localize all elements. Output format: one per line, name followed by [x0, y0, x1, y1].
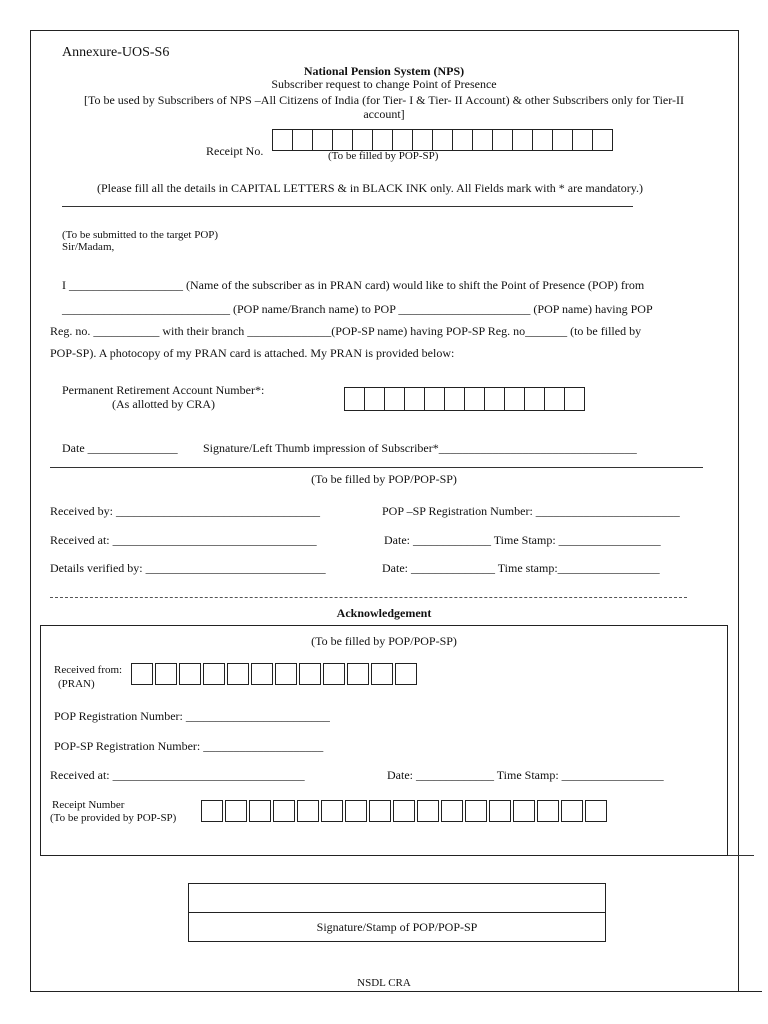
pran-box[interactable]: [484, 387, 505, 411]
pran-label: Permanent Retirement Account Number*:: [62, 383, 265, 397]
letter-line-3: Reg. no. ___________ with their branch ______________(POP-SP name) having POP-SP Reg. no_______ (to be filled by: [50, 324, 642, 338]
ack-pran-box[interactable]: [275, 663, 297, 685]
pran-box[interactable]: [464, 387, 485, 411]
ack-receipt-box[interactable]: [249, 800, 271, 822]
ack-pran-box[interactable]: [203, 663, 225, 685]
receipt-no-box[interactable]: [592, 129, 613, 151]
receipt-no-box[interactable]: [332, 129, 353, 151]
pran-box[interactable]: [404, 387, 425, 411]
receipt-no-box[interactable]: [452, 129, 473, 151]
letter-line-4: POP-SP). A photocopy of my PRAN card is attached. My PRAN is provided below:: [50, 346, 455, 360]
ack-pran-box[interactable]: [251, 663, 273, 685]
form-subtitle: Subscriber request to change Point of Presence: [271, 77, 497, 91]
ack-pran-box[interactable]: [347, 663, 369, 685]
separator-line: [50, 467, 703, 468]
ack-receipt-box[interactable]: [369, 800, 391, 822]
cut-line: [50, 597, 687, 598]
ack-receipt-box[interactable]: [273, 800, 295, 822]
ack-heading: (To be filled by POP/POP-SP): [311, 634, 457, 648]
pop-sp-registration-field[interactable]: POP –SP Registration Number: ________________________: [382, 504, 680, 518]
pran-sublabel: (As allotted by CRA): [112, 397, 215, 411]
ack-receipt-box[interactable]: [465, 800, 487, 822]
receipt-no-box[interactable]: [432, 129, 453, 151]
letter-line-1: I ___________________ (Name of the subscriber as in PRAN card) would like to shift the Point of Presence (POP) from: [62, 278, 645, 292]
ack-receipt-box[interactable]: [201, 800, 223, 822]
footer-text: NSDL CRA: [357, 977, 411, 989]
receipt-no-note: (To be filled by POP-SP): [328, 150, 439, 162]
ack-receipt-box[interactable]: [537, 800, 559, 822]
pran-box[interactable]: [424, 387, 445, 411]
ack-receipt-box[interactable]: [489, 800, 511, 822]
ack-pran-box[interactable]: [323, 663, 345, 685]
subscriber-date[interactable]: Date _______________: [62, 441, 178, 455]
ack-pop-registration-field[interactable]: POP Registration Number: ________________________: [54, 709, 330, 723]
pran-box[interactable]: [444, 387, 465, 411]
ack-pran-box[interactable]: [395, 663, 417, 685]
pran-box[interactable]: [384, 387, 405, 411]
ack-receipt-box[interactable]: [417, 800, 439, 822]
subscriber-signature[interactable]: Signature/Left Thumb impression of Subscriber*_________________________________: [203, 441, 637, 455]
ack-pran-box[interactable]: [179, 663, 201, 685]
signature-stamp-box[interactable]: [188, 883, 606, 942]
letter-line-2: ____________________________ (POP name/Branch name) to POP ______________________ (POP name) having POP: [62, 302, 653, 316]
separator-line: [62, 206, 633, 207]
receipt-no-box[interactable]: [412, 129, 433, 151]
ack-pran-box[interactable]: [131, 663, 153, 685]
usage-note-line2: account]: [363, 107, 405, 121]
pran-tag: (PRAN): [58, 678, 95, 690]
receipt-no-label: Receipt No.: [206, 144, 264, 158]
ack-receipt-box[interactable]: [297, 800, 319, 822]
ack-receipt-box[interactable]: [321, 800, 343, 822]
receipt-no-box[interactable]: [492, 129, 513, 151]
pran-box[interactable]: [564, 387, 585, 411]
receipt-no-box[interactable]: [552, 129, 573, 151]
ack-pran-box[interactable]: [227, 663, 249, 685]
salutation: Sir/Madam,: [62, 241, 115, 253]
pran-box[interactable]: [504, 387, 525, 411]
acknowledgement-title: Acknowledgement: [336, 606, 432, 620]
ack-receipt-box[interactable]: [441, 800, 463, 822]
receipt-no-box[interactable]: [372, 129, 393, 151]
ack-pran-boxes[interactable]: [131, 663, 417, 685]
ack-receipt-box[interactable]: [513, 800, 535, 822]
page-border-right: [738, 30, 739, 992]
ack-date-time-stamp-field[interactable]: Date: _____________ Time Stamp: _________________: [387, 768, 664, 782]
instruction-text: (Please fill all the details in CAPITAL LETTERS & in BLACK INK only. All Fields mark with * are mandatory.): [97, 181, 643, 195]
ack-received-at-field[interactable]: Received at: ________________________________: [50, 768, 305, 782]
ack-pop-sp-registration-field[interactable]: POP-SP Registration Number: ____________________: [54, 739, 324, 753]
receipt-no-box[interactable]: [352, 129, 373, 151]
ack-pran-box[interactable]: [299, 663, 321, 685]
pran-box[interactable]: [544, 387, 565, 411]
ack-receipt-number-label: Receipt Number: [52, 799, 125, 811]
receipt-no-box[interactable]: [532, 129, 553, 151]
annexure-label: Annexure-UOS-S6: [62, 45, 170, 60]
signature-stamp-label: Signature/Stamp of POP/POP-SP: [316, 920, 478, 934]
separator-line: [728, 855, 754, 856]
received-from-label: Received from:: [54, 664, 123, 676]
receipt-no-box[interactable]: [512, 129, 533, 151]
ack-receipt-box[interactable]: [393, 800, 415, 822]
page-border-left: [30, 30, 31, 992]
form-title: National Pension System (NPS): [303, 64, 465, 78]
pran-box[interactable]: [524, 387, 545, 411]
office-use-heading: (To be filled by POP/POP-SP): [311, 472, 457, 486]
verified-date-time-field[interactable]: Date: ______________ Time stamp:_________________: [382, 561, 660, 575]
receipt-no-box[interactable]: [572, 129, 593, 151]
receipt-no-box[interactable]: [392, 129, 413, 151]
receipt-no-box[interactable]: [272, 129, 293, 151]
pran-box[interactable]: [364, 387, 385, 411]
stamp-divider: [189, 912, 605, 913]
receipt-no-box[interactable]: [472, 129, 493, 151]
ack-pran-box[interactable]: [371, 663, 393, 685]
details-verified-by-field[interactable]: Details verified by: ______________________________: [50, 561, 326, 575]
ack-receipt-box[interactable]: [345, 800, 367, 822]
usage-note-line1: [To be used by Subscribers of NPS –All Citizens of India (for Tier- I & Tier- II Account) & other Subscribers only for Tier-II: [83, 93, 685, 107]
page-border-bottom: [30, 991, 762, 992]
ack-receipt-box[interactable]: [561, 800, 583, 822]
date-time-stamp-field[interactable]: Date: _____________ Time Stamp: _________________: [384, 533, 661, 547]
received-by-field[interactable]: Received by: __________________________________: [50, 504, 320, 518]
submit-to-note: (To be submitted to the target POP): [62, 229, 219, 241]
ack-receipt-number-boxes[interactable]: [201, 800, 607, 822]
ack-receipt-number-sub: (To be provided by POP-SP): [50, 812, 177, 824]
ack-receipt-box[interactable]: [585, 800, 607, 822]
receipt-no-box[interactable]: [292, 129, 313, 151]
received-at-field[interactable]: Received at: __________________________________: [50, 533, 317, 547]
ack-receipt-box[interactable]: [225, 800, 247, 822]
receipt-no-box[interactable]: [312, 129, 333, 151]
pran-box[interactable]: [344, 387, 365, 411]
page-border-top: [30, 30, 739, 31]
receipt-no-boxes[interactable]: [272, 129, 613, 151]
pran-boxes[interactable]: [344, 387, 585, 411]
ack-pran-box[interactable]: [155, 663, 177, 685]
